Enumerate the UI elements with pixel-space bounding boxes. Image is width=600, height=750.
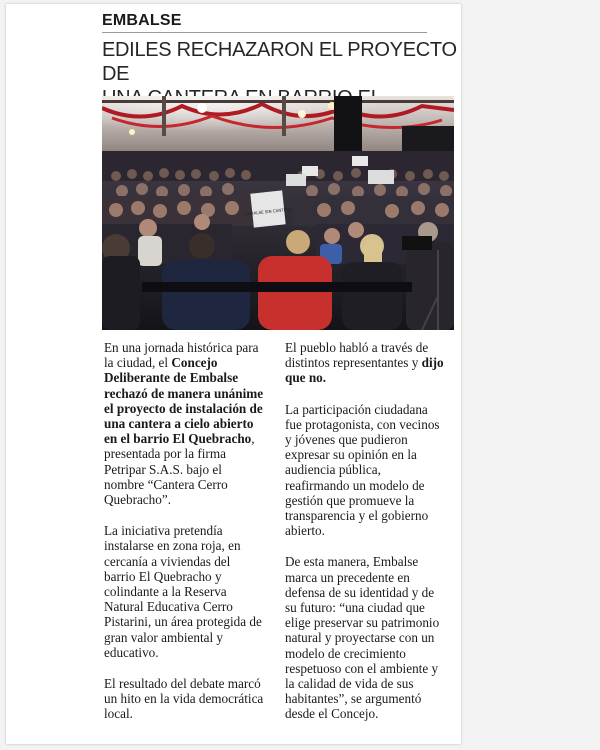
left-paragraph-3: El resultado del debate marcó un hito en la vida democrática local. xyxy=(104,676,264,722)
headline-line-1: EDILES RECHAZARON EL PROYECTO DE xyxy=(102,39,457,85)
left-column xyxy=(104,340,264,738)
section-label: EMBALSE xyxy=(102,12,182,29)
left-p1-text-a: En una jornada histórica para la ciudad, el xyxy=(104,340,259,371)
left-paragraph-1 xyxy=(104,340,264,507)
newspaper-page xyxy=(6,4,461,744)
protest-sign-text: EMBALSE SIN CANTERA xyxy=(244,206,292,217)
right-p1-bold: dijo que no. xyxy=(285,355,444,386)
left-p1-text-b: , presentada por la firma Petripar S.A.S. bajo el nombre “Cantera Cerro Quebracho”. xyxy=(104,431,255,508)
right-paragraph-2: La participación ciudadana fue protagonista, con vecinos y jóvenes que pudieron expresar su opinión en la audiencia pública, reafirmando un modelo de gestión que promueve la transparencia y el gobierno abierto. xyxy=(285,401,440,539)
right-p1-text: El pueblo habló a través de distintos representantes y xyxy=(285,340,429,371)
right-paragraph-3: De esta manera, Embalse marca un precedente en defensa de su identidad y de su futuro: “una ciudad que elige preservar su patrimonio natural y proyectarse con un modelo de crecimiento respetuoso con el ambiente y la calidad de vida de sus habitantes”, se argumentó desde el Concejo. xyxy=(285,554,440,722)
audience-photo-illustration xyxy=(102,96,454,330)
left-paragraph-2: La iniciativa pretendía instalarse en zona roja, en cercanía a viviendas del barrio El Quebracho y colindante a la Reserva Natural Educativa Cerro Pistarini, un área protegida de gran valor ambiental y educativo. xyxy=(104,523,262,660)
left-p1-bold: Concejo Deliberante de Embalse rechazó de manera unánime el proyecto de instalación de una cantera a cielo abierto en el barrio El Quebracho xyxy=(104,355,264,447)
right-column xyxy=(285,340,445,738)
right-paragraph-1 xyxy=(285,340,445,386)
audience-photo xyxy=(102,96,454,330)
section-header xyxy=(102,10,427,33)
